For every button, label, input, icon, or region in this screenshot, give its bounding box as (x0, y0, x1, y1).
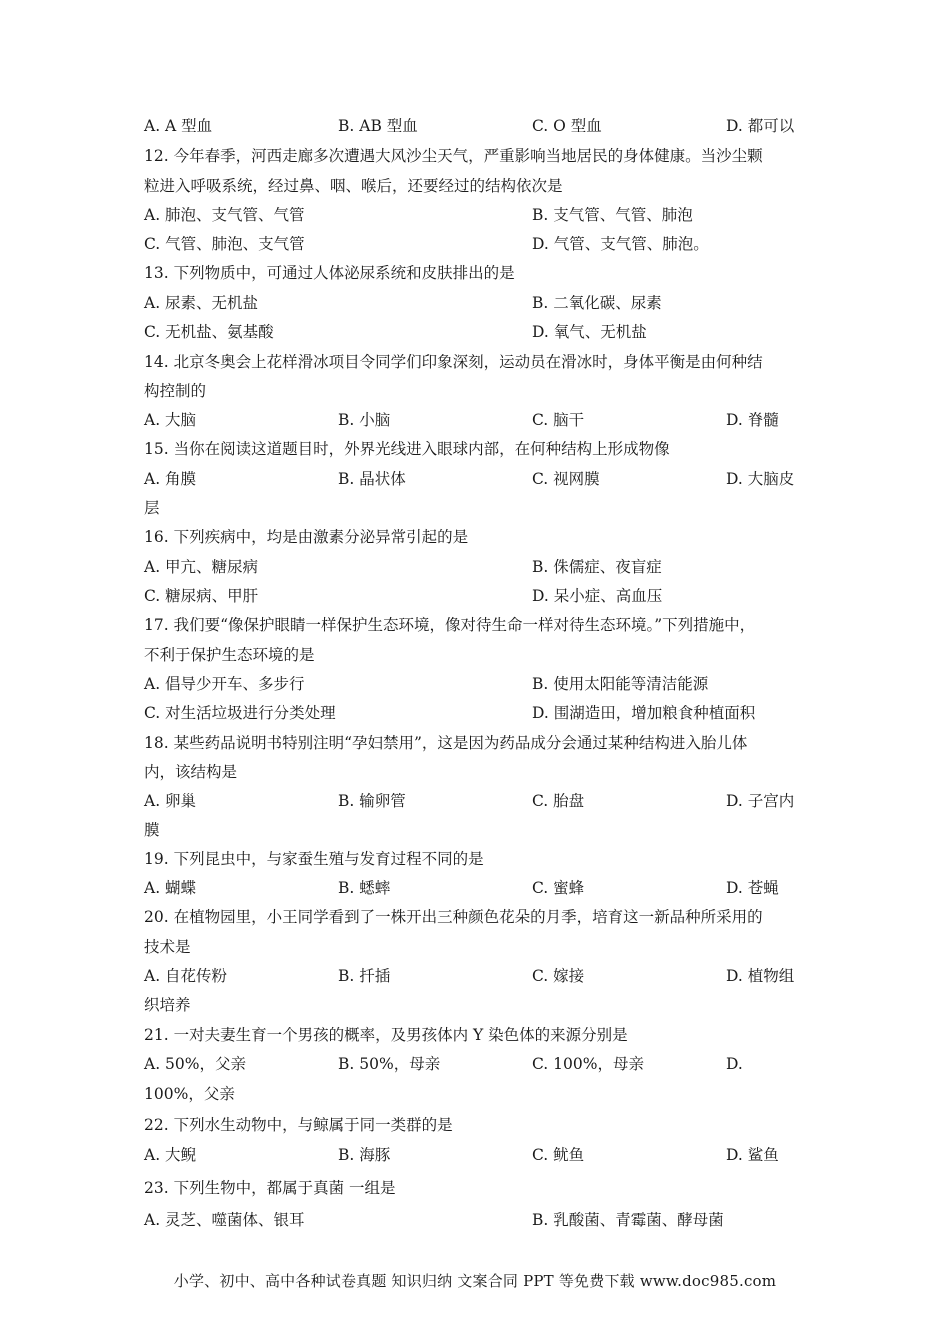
q21-stem-line1: 21. 一对夫妻生育一个男孩的概率，及男孩体内 Y 染色体的来源分别是 (144, 1026, 628, 1044)
q13-option-a: A. 尿素、无机盐 (144, 294, 259, 312)
q15-option-d-wrap: 层 (144, 499, 160, 517)
q11-option-a: A. A 型血 (144, 117, 213, 135)
q16-stem-line1: 16. 下列疾病中，均是由激素分泌异常引起的是 (144, 528, 469, 546)
q22-option-d: D. 鲨鱼 (726, 1146, 779, 1164)
q22-option-c: C. 鱿鱼 (532, 1146, 585, 1164)
q22-option-b: B. 海豚 (338, 1146, 391, 1164)
q15-stem-line1: 15. 当你在阅读这道题目时，外界光线进入眼球内部，在何种结构上形成物像 (144, 440, 670, 458)
q11-option-d: D. 都可以 (726, 117, 795, 135)
q13-option-d: D. 氧气、无机盐 (532, 323, 647, 341)
q18-stem-line1: 18. 某些药品说明书特别注明“孕妇禁用”，这是因为药品成分会通过某种结构进入胎儿体 (144, 734, 748, 752)
page-footer: 小学、初中、高中各种试卷真题 知识归纳 文案合同 PPT 等免费下载 www.doc985.com (173, 1272, 777, 1290)
q20-option-d: D. 植物组 (726, 967, 795, 985)
q21-option-d-wrap: 100%，父亲 (144, 1085, 235, 1103)
q11-option-c: C. O 型血 (532, 117, 602, 135)
q12-stem-line1: 12. 今年春季，河西走廊多次遭遇大风沙尘天气，严重影响当地居民的身体健康。当沙尘颗 (144, 147, 763, 165)
q21-option-d: D. (726, 1055, 743, 1073)
q16-option-d: D. 呆小症、高血压 (532, 587, 663, 605)
q15-option-c: C. 视网膜 (532, 470, 600, 488)
q18-stem-line2: 内，该结构是 (144, 763, 238, 781)
q11-option-b: B. AB 型血 (338, 117, 418, 135)
q20-option-a: A. 自花传粉 (144, 967, 228, 985)
q14-stem-line2: 构控制的 (144, 382, 207, 400)
q15-option-d: D. 大脑皮 (726, 470, 795, 488)
q23-option-b: B. 乳酸菌、青霉菌、酵母菌 (532, 1211, 724, 1229)
q21-option-c: C. 100%，母亲 (532, 1055, 644, 1073)
q19-stem-line1: 19. 下列昆虫中，与家蚕生殖与发育过程不同的是 (144, 850, 484, 868)
q20-option-b: B. 扦插 (338, 967, 391, 985)
q18-option-d: D. 子宫内 (726, 792, 795, 810)
q12-option-a: A. 肺泡、支气管、气管 (144, 206, 305, 224)
q16-option-a: A. 甲亢、糖尿病 (144, 558, 259, 576)
q23-option-a: A. 灵芝、噬菌体、银耳 (144, 1211, 305, 1229)
q20-option-c: C. 嫁接 (532, 967, 585, 985)
q13-stem-line1: 13. 下列物质中，可通过人体泌尿系统和皮肤排出的是 (144, 264, 515, 282)
q17-stem-line2: 不利于保护生态环境的是 (144, 646, 315, 664)
q22-stem-line1: 22. 下列水生动物中，与鲸属于同一类群的是 (144, 1116, 453, 1134)
q19-option-b: B. 蟋蟀 (338, 879, 391, 897)
q14-option-c: C. 脑干 (532, 411, 585, 429)
q17-option-b: B. 使用太阳能等清洁能源 (532, 675, 709, 693)
q13-option-b: B. 二氧化碳、尿素 (532, 294, 662, 312)
q21-option-a: A. 50%，父亲 (144, 1055, 246, 1073)
q14-option-d: D. 脊髓 (726, 411, 779, 429)
q19-option-a: A. 蝴蝶 (144, 879, 197, 897)
q19-option-d: D. 苍蝇 (726, 879, 779, 897)
q18-option-d-wrap: 膜 (144, 821, 160, 839)
q12-option-d: D. 气管、支气管、肺泡。 (532, 235, 709, 253)
q12-stem-line2: 粒进入呼吸系统，经过鼻、咽、喉后，还要经过的结构依次是 (144, 177, 563, 195)
q20-option-d-wrap: 织培养 (144, 996, 191, 1014)
q15-option-b: B. 晶状体 (338, 470, 406, 488)
q22-option-a: A. 大鲵 (144, 1146, 197, 1164)
q14-option-b: B. 小脑 (338, 411, 391, 429)
q21-option-b: B. 50%，母亲 (338, 1055, 441, 1073)
q13-option-c: C. 无机盐、氨基酸 (144, 323, 274, 341)
q18-option-c: C. 胎盘 (532, 792, 585, 810)
q17-option-a: A. 倡导少开车、多步行 (144, 675, 305, 693)
q16-option-c: C. 糖尿病、甲肝 (144, 587, 259, 605)
q17-option-c: C. 对生活垃圾进行分类处理 (144, 704, 336, 722)
q20-stem-line2: 技术是 (144, 938, 191, 956)
q23-stem-line1: 23. 下列生物中，都属于真菌 一组是 (144, 1179, 396, 1197)
q20-stem-line1: 20. 在植物园里，小王同学看到了一株开出三种颜色花朵的月季，培育这一新品种所采用的 (144, 908, 763, 926)
q15-option-a: A. 角膜 (144, 470, 197, 488)
q18-option-a: A. 卵巢 (144, 792, 197, 810)
q19-option-c: C. 蜜蜂 (532, 879, 585, 897)
q17-option-d: D. 围湖造田，增加粮食种植面积 (532, 704, 756, 722)
q12-option-c: C. 气管、肺泡、支气管 (144, 235, 305, 253)
q12-option-b: B. 支气管、气管、肺泡 (532, 206, 693, 224)
q18-option-b: B. 输卵管 (338, 792, 406, 810)
q17-stem-line1: 17. 我们要“像保护眼睛一样保护生态环境，像对待生命一样对待生态环境。”下列措施中， (144, 616, 756, 634)
q14-stem-line1: 14. 北京冬奥会上花样滑冰项目令同学们印象深刻，运动员在滑冰时，身体平衡是由何种结 (144, 353, 763, 371)
q16-option-b: B. 侏儒症、夜盲症 (532, 558, 662, 576)
q14-option-a: A. 大脑 (144, 411, 197, 429)
